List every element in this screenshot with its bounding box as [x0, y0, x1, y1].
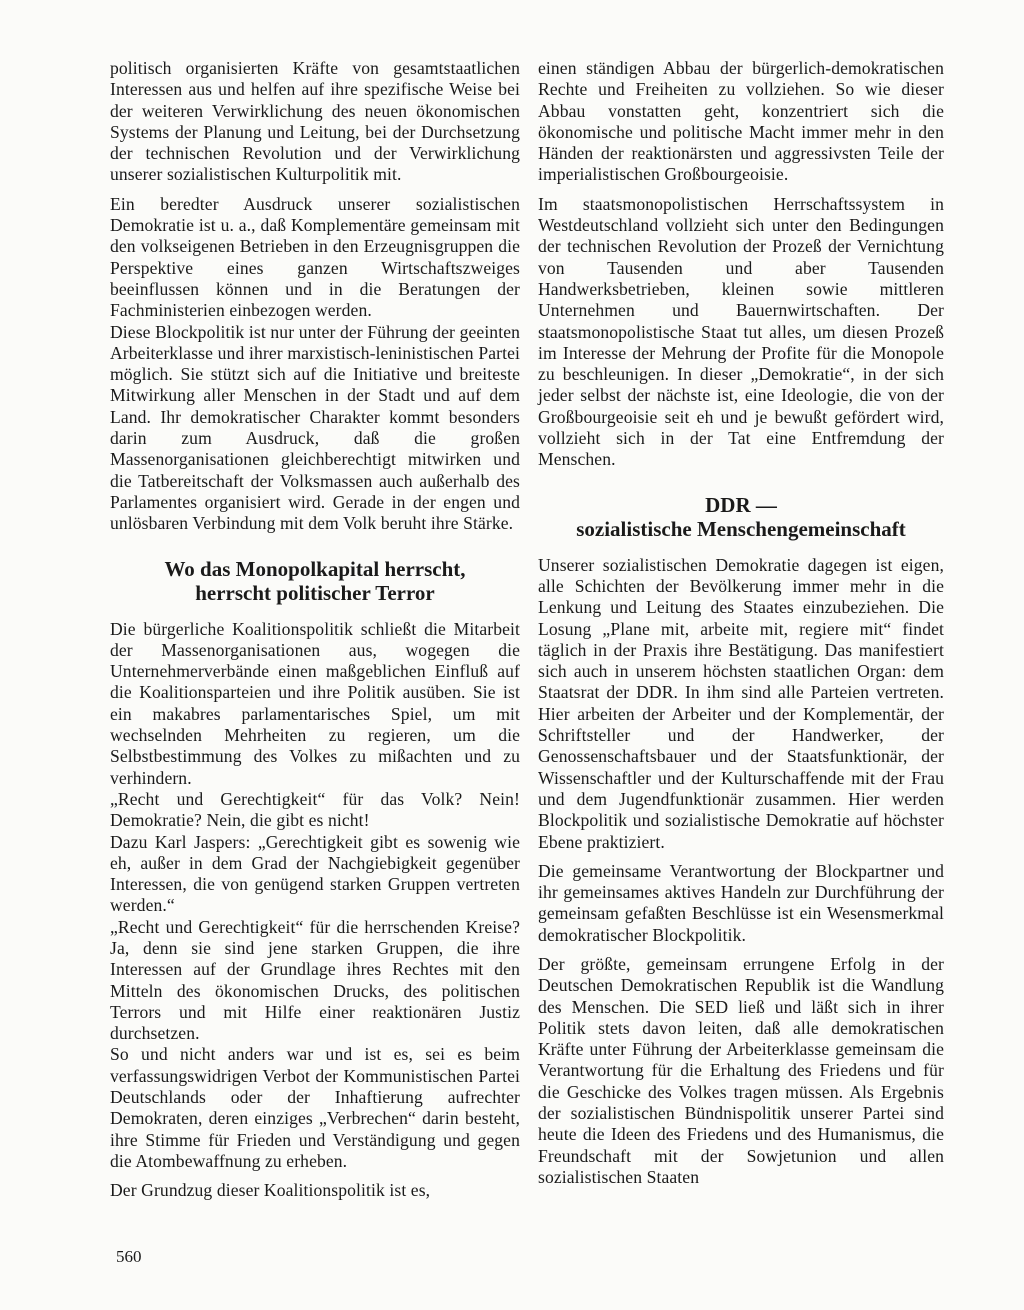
heading-line: herrscht politischer Terror — [195, 580, 435, 605]
left-column — [110, 58, 520, 1202]
paragraph: Diese Blockpolitik ist nur unter der Führung der geeinten Arbeiterklasse und ihrer marxistisch-leninistischen Partei möglich. Sie stützt sich auf die Initiative und breiteste Mitwirkung aller Menschen in der Stadt und auf dem Land. Ihr demokratischer Charakter kommt besonders darin zum Ausdruck, daß die großen Massenorganisationen gleichberechtigt mitwirken und die Tatbereitschaft der Volksmassen auch außerhalb des Parlamentes organisiert wird. Gerade in der engen und unlösbaren Verbindung mit dem Volk beruht ihre Stärke. — [110, 321, 520, 534]
paragraph: Der größte, gemeinsam errungene Erfolg in der Deutschen Demokratischen Republik ist die Wandlung des Menschen. Die SED ließ und läßt sich in ihrer Politik stets davon leiten, daß alle demokratischen Kräfte unter Führung der Arbeiterklasse gemeinsam die Verantwortung für die Erhaltung des Friedens und für die Geschicke des Volkes tragen müssen. Als Ergebnis der sozialistischen Bündnispolitik unserer Partei sind heute die Ideen des Friedens und des Humanismus, die Freundschaft mit der Sowjetunion und allen sozialistischen Staaten — [538, 953, 944, 1187]
heading-line: DDR — — [705, 492, 777, 517]
heading-line: sozialistische Menschengemeinschaft — [576, 516, 906, 541]
paragraph: einen ständigen Abbau der bürgerlich-demokratischen Rechte und Freiheiten zu vollziehen. So wie dieser Abbau vonstatten geht, konzentriert sich die ökonomische und politische Macht immer mehr in den Händen der reaktionärsten und aggressivsten Teile der imperialistischen Großbourgeoisie. — [538, 58, 944, 185]
paragraph: Die bürgerliche Koalitionspolitik schließt die Mitarbeit der Massenorganisationen aus, wogegen die Unternehmerverbände einen maßgeblichen Einfluß auf die Koalitionsparteien und ihre Politik ausüben. Sie ist ein makabres parlamentarisches Spiel, um mit wechselnden Mehrheiten zu regieren, um die Selbstbestimmung des Volkes zu mißachten und zu verhindern. — [110, 618, 520, 788]
paragraph: Der Grundzug dieser Koalitionspolitik ist es, — [110, 1180, 431, 1201]
paragraph: So und nicht anders war und ist es, sei es beim verfassungswidrigen Verbot der Kommunistischen Partei Deutschlands oder der Inhaftierung aufrechter Demokraten, deren einziges „Verbrechen“ darin besteht, ihre Stimme für Frieden und Verständigung und gegen die Atombewaffnung zu erheben. — [110, 1044, 520, 1171]
paragraph: „Recht und Gerechtigkeit“ für die herrschenden Kreise? Ja, denn sie sind jene starken Gruppen, die ihre Interessen auf der Grundlage ihres Rechtes mit den Mitteln des ökonomischen Drucks, des politischen Terrors und mit Hilfe einer reaktionären Justiz durchsetzen. — [110, 916, 520, 1044]
paragraph: Die gemeinsame Verantwortung der Blockpartner und ihr gemeinsames aktives Handeln zur Durchführung der gemeinsam gefaßten Beschlüsse ist ein Wesensmerkmal demokratischer Blockpolitik. — [538, 860, 944, 945]
right-column — [538, 58, 944, 1188]
paragraph: „Recht und Gerechtigkeit“ für das Volk? Nein! Demokratie? Nein, die gibt es nicht! — [110, 788, 520, 831]
section-heading-ddr — [538, 493, 944, 541]
page-number: 560 — [116, 1247, 142, 1266]
paragraph: Unserer sozialistischen Demokratie dagegen ist eigen, alle Schichten der Bevölkerung immer mehr in die Lenkung und Leitung des Staates einzubeziehen. Die Losung „Plane mit, arbeite mit, regiere mit“ findet täglich in der Praxis ihre Bestätigung. Das manifestiert sich auch in unserem höchsten staatlichen Organ: dem Staatsrat der DDR. In ihm sind alle Parteien vertreten. Hier arbeiten der Arbeiter und der Komplementär, der Schriftsteller und der Handwerker, der Genossenschaftsbauer und der Staatsfunktionär, der Wissenschaftler und der Kulturschaffende mit der Frau und dem Jugendfunktionär zusammen. Hier werden Blockpolitik und sozialistische Demokratie auf höchster Ebene praktiziert. — [538, 554, 944, 852]
paragraph: Dazu Karl Jaspers: „Gerechtigkeit gibt es sowenig wie eh, außer in dem Grad der Nachgiebigkeit gegenüber Interessen, die von genügend starken Gruppen vertreten werden.“ — [110, 831, 520, 916]
paragraph: Ein beredter Ausdruck unserer sozialistischen Demokratie ist u. a., daß Komplementäre gemeinsam mit den volkseigenen Betrieben in den Erzeugnisgruppen die Perspektive eines ganzen Wirtschaftszweiges beeinflussen können und in die Beratungen der Fachministerien einbezogen werden. — [110, 193, 520, 321]
heading-line: Wo das Monopolkapital herrscht, — [164, 556, 466, 581]
section-heading-monopolkapital — [110, 557, 520, 605]
paragraph: politisch organisierten Kräfte von gesamtstaatlichen Interessen aus und helfen auf ihre spezifische Weise bei der weiteren Verwirklichung des neuen ökonomischen Systems der Planung und Leitung, bei der Durchsetzung der technischen Revolution und der Verwirklichung unserer sozialistischen Kulturpolitik mit. — [110, 58, 520, 185]
paragraph: Im staatsmonopolistischen Herrschaftssystem in Westdeutschland vollzieht sich unter den Bedingungen der technischen Revolution der Prozeß der Vernichtung von Tausenden und aber Tausenden Handwerksbetrieben, kleinen sowie mittleren Unternehmen und Bauernwirtschaften. Der staatsmonopolistische Staat tut alles, um diesen Prozeß im Interesse der Mehrung der Profite für die Monopole zu beschleunigen. In dieser „Demokratie“, in der sich jeder selbst der nächste ist, eine Ideologie, die von der Großbourgeoisie seit eh und je bewußt gefördert wird, vollzieht sich in der Tat eine Entfremdung der Menschen. — [538, 193, 944, 470]
